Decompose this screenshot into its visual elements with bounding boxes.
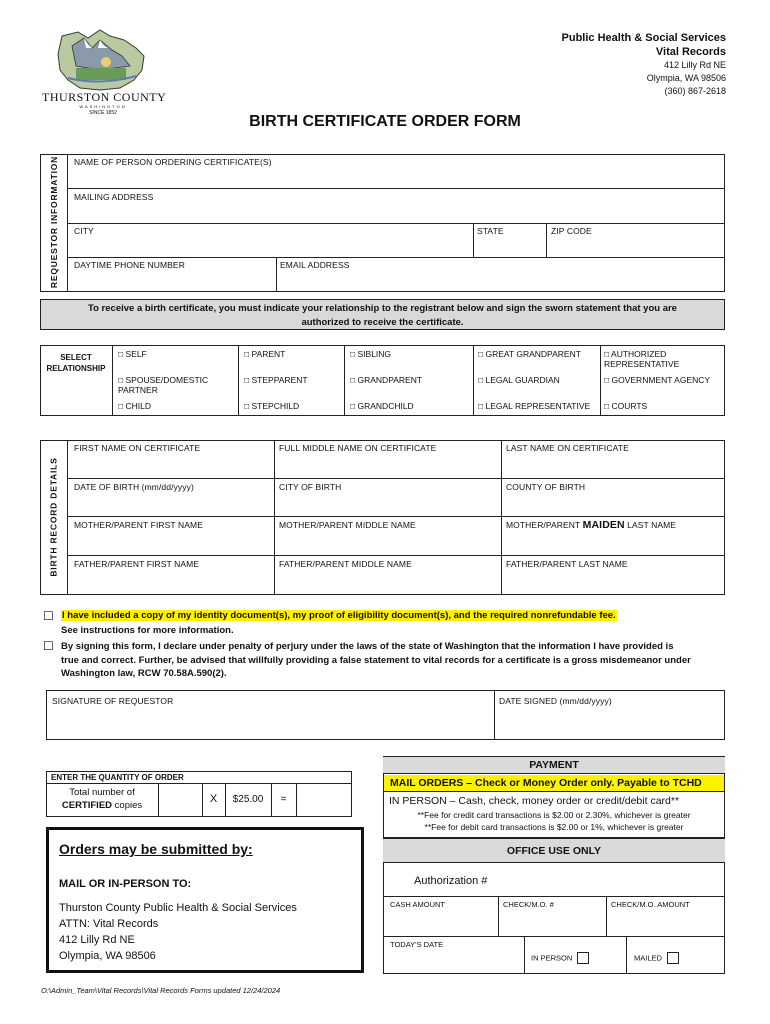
in-person-option[interactable]: IN PERSON [531, 952, 589, 964]
equals-sign: = [280, 794, 287, 805]
city-of-birth-field[interactable]: CITY OF BIRTH [279, 482, 342, 492]
father-first-field[interactable]: FATHER/PARENT FIRST NAME [74, 559, 200, 569]
mailed-checkbox[interactable] [667, 952, 679, 964]
first-name-field[interactable]: FIRST NAME ON CERTIFICATE [74, 443, 201, 453]
zip-field[interactable]: ZIP CODE [551, 226, 592, 236]
rel-parent[interactable]: □ PARENT [244, 349, 286, 359]
todays-date-field[interactable]: TODAY'S DATE [390, 940, 444, 949]
payment-fee1: **Fee for credit card transactions is $2.00 or 2.30%, whichever is greater [417, 810, 691, 820]
rel-stepchild[interactable]: □ STEPCHILD [244, 401, 300, 411]
requestor-side-label: REQUESTOR INFORMATION [49, 155, 59, 289]
logo-since: SINCE 1852 [89, 110, 117, 116]
agency-name: Public Health & Social Services [561, 32, 726, 44]
middle-name-field[interactable]: FULL MIDDLE NAME ON CERTIFICATE [279, 443, 437, 453]
mother-last-field[interactable]: MOTHER/PARENT MAIDEN LAST NAME [506, 519, 677, 531]
rel-great-grandparent[interactable]: □ GREAT GRANDPARENT [478, 349, 581, 359]
date-signed-field[interactable]: DATE SIGNED (mm/dd/yyyy) [499, 696, 612, 706]
rel-sibling[interactable]: □ SIBLING [350, 349, 392, 359]
mailing-address-field[interactable]: MAILING ADDRESS [74, 192, 154, 202]
statement-2: By signing this form, I declare under penalty of perjury under the laws of the state of Washington that the information I have provided is true and correct. Further, be advised that willfully providing a false statement to vital records for a certificate is a gross misdemeanor under Washington law, RCW 70.58A.590(2). [61, 641, 691, 679]
phone-field[interactable]: DAYTIME PHONE NUMBER [74, 260, 185, 270]
mailed-option[interactable]: MAILED [634, 952, 679, 964]
statement-1b: See instructions for more information. [61, 625, 234, 636]
county-map-icon [40, 26, 162, 96]
email-field[interactable]: EMAIL ADDRESS [280, 260, 350, 270]
payment-in-person: IN PERSON – Cash, check, money order or credit/debit card** [389, 795, 680, 807]
rel-stepparent[interactable]: □ STEPPARENT [244, 375, 308, 385]
payment-fee2: **Fee for debit card transactions is $2.00 or 1%, whichever is greater [424, 822, 684, 832]
footer-path: O:\Admin_Team\Vital Records\Vital Records Forms updated 12/24/2024 [41, 986, 281, 995]
quantity-label: Total number of CERTIFIED copies [61, 787, 143, 811]
submit-address: Thurston County Public Health & Social Services ATTN: Vital Records 412 Lilly Rd NE Olympia, WA 98506 [59, 902, 297, 962]
requestor-name-field[interactable]: NAME OF PERSON ORDERING CERTIFICATE(S) [74, 157, 272, 167]
submit-heading: Orders may be submitted by: [59, 841, 253, 857]
agency-address1: 412 Lilly Rd NE [663, 60, 726, 70]
quantity-header: ENTER THE QUANTITY OF ORDER [51, 773, 184, 782]
check-amount-field[interactable]: CHECK/M.O. AMOUNT [611, 900, 690, 909]
cash-amount-field[interactable]: CASH AMOUNT [390, 900, 446, 909]
authorization-field[interactable]: Authorization # [414, 875, 488, 887]
agency-phone: (360) 867-2618 [664, 86, 726, 96]
statement-checkbox-2[interactable]: ☐ [43, 639, 54, 653]
rel-grandparent[interactable]: □ GRANDPARENT [350, 375, 423, 385]
logo-state: WASHINGTON [79, 104, 127, 109]
rel-spouse[interactable]: □ SPOUSE/DOMESTIC PARTNER [118, 375, 209, 395]
rel-courts[interactable]: □ COURTS [604, 401, 648, 411]
agency-address2: Olympia, WA 98506 [646, 73, 726, 83]
total-input[interactable] [297, 784, 351, 816]
logo-county-name: THURSTON COUNTY [42, 90, 167, 104]
rel-legal-guardian[interactable]: □ LEGAL GUARDIAN [478, 375, 560, 385]
county-logo [40, 26, 167, 118]
statement-checkbox-1[interactable]: ☐ [43, 609, 54, 623]
check-number-field[interactable]: CHECK/M.O. # [503, 900, 554, 909]
statement-1: I have included a copy of my identity document(s), my proof of eligibility document(s), and the required nonrefundable fee. [62, 610, 616, 621]
unit-price: $25.00 [232, 794, 264, 805]
mother-middle-field[interactable]: MOTHER/PARENT MIDDLE NAME [279, 520, 416, 530]
birth-side-label: BIRTH RECORD DETAILS [48, 457, 59, 577]
quantity-input[interactable] [159, 784, 201, 816]
rel-child[interactable]: □ CHILD [118, 401, 151, 411]
rel-self[interactable]: □ SELF [118, 349, 147, 359]
dob-field[interactable]: DATE OF BIRTH (mm/dd/yyyy) [74, 482, 194, 492]
relationship-notice: To receive a birth certificate, you must indicate your relationship to the registrant below and sign the sworn statement that you are authorized to receive the certificate. [40, 299, 725, 330]
father-middle-field[interactable]: FATHER/PARENT MIDDLE NAME [279, 559, 412, 569]
city-field[interactable]: CITY [74, 226, 94, 236]
mother-first-field[interactable]: MOTHER/PARENT FIRST NAME [74, 520, 203, 530]
page-title: BIRTH CERTIFICATE ORDER FORM [249, 113, 521, 130]
signature-field[interactable]: SIGNATURE OF REQUESTOR [52, 696, 174, 706]
relationship-label: SELECT RELATIONSHIP [46, 353, 106, 373]
state-field[interactable]: STATE [477, 226, 504, 236]
submit-sub: MAIL OR IN-PERSON TO: [59, 878, 192, 890]
rel-grandchild[interactable]: □ GRANDCHILD [350, 401, 414, 411]
office-header: OFFICE USE ONLY [383, 839, 725, 863]
agency-dept: Vital Records [655, 46, 726, 58]
payment-header: PAYMENT [383, 757, 725, 774]
in-person-checkbox[interactable] [577, 952, 589, 964]
rel-authorized-rep[interactable]: □ AUTHORIZED REPRESENTATIVE [604, 349, 680, 369]
payment-mail: MAIL ORDERS – Check or Money Order only. Payable to TCHD [384, 775, 724, 792]
times-sign: X [209, 793, 218, 805]
father-last-field[interactable]: FATHER/PARENT LAST NAME [506, 559, 628, 569]
birth-section [40, 440, 725, 595]
last-name-field[interactable]: LAST NAME ON CERTIFICATE [506, 443, 629, 453]
rel-gov-agency[interactable]: □ GOVERNMENT AGENCY [604, 375, 711, 385]
rel-legal-rep[interactable]: □ LEGAL REPRESENTATIVE [478, 401, 591, 411]
county-of-birth-field[interactable]: COUNTY OF BIRTH [506, 482, 586, 492]
